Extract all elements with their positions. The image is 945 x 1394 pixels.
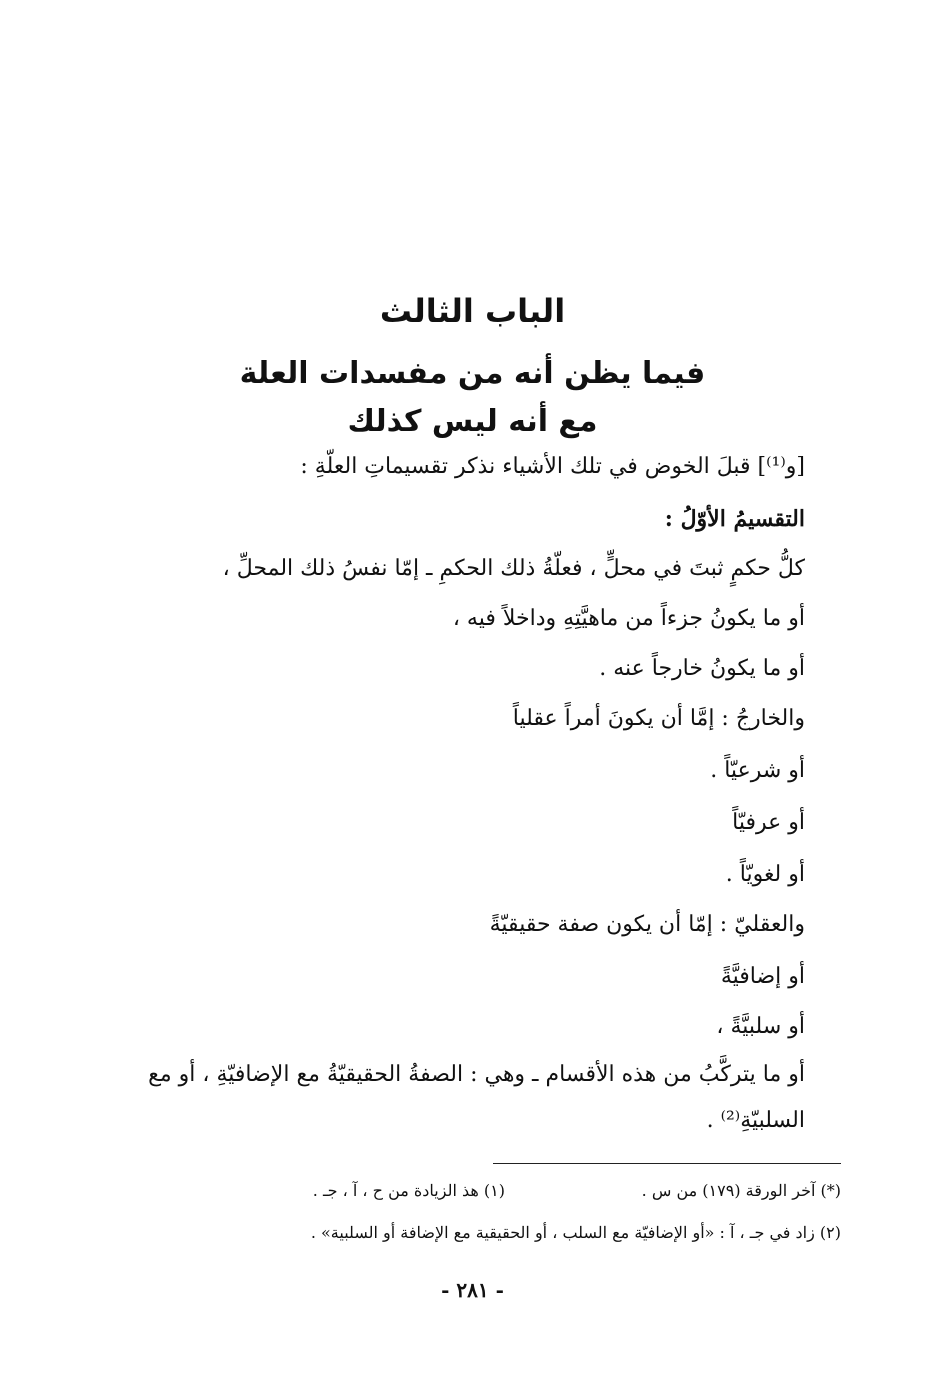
footnote-1: (١) هذ الزيادة من ح ، آ ، جـ . xyxy=(312,1181,505,1200)
footnote-2: (٢) زاد في جـ ، آ : «أو الإضافيّة مع السلب ، أو الحقيقية مع الإضافة أو السلبية» . xyxy=(310,1223,841,1242)
chapter-subtitle-line-1: فيما يظن أنه من مفسدات العلة xyxy=(239,356,706,391)
text-line-10: أو سلبيَّةً ، xyxy=(716,1014,805,1039)
chapter-subtitle-line-2: مع أنه ليس كذلك xyxy=(347,404,598,439)
text-line-6: أو عرفيّاً xyxy=(732,810,805,835)
text-line-5: أو شرعيّاً . xyxy=(710,758,805,783)
text-line-7: أو لغويّاً . xyxy=(725,862,805,887)
page-number: - ٢٨١ - xyxy=(441,1278,504,1302)
text-line-8: والعقليّ : إمّا أن يكون صفة حقيقيّةً xyxy=(489,912,805,937)
text-line-12: السلبيّةِ⁽²⁾ . xyxy=(706,1108,805,1133)
text-line-2: أو ما يكونُ جزءاً من ماهيَّتِهِ وداخلاً فيه ، xyxy=(452,606,805,631)
text-line-11: أو ما يتركَّبُ من هذه الأقسام ـ وهي : الصفةُ الحقيقيّةُ مع الإضافيّةِ ، أو مع xyxy=(148,1062,805,1087)
text-line-3: أو ما يكونُ خارجاً عنه . xyxy=(599,656,805,681)
footnote-star: (*) آخر الورقة (١٧٩) من س . xyxy=(641,1181,841,1200)
text-line-4: والخارجُ : إمَّا أن يكونَ أمراً عقلياً xyxy=(512,706,805,731)
first-division-heading: التقسيمُ الأوّلُ : xyxy=(664,506,805,532)
chapter-title: الباب الثالث xyxy=(379,292,566,330)
intro-paragraph: [و⁽¹⁾] قبلَ الخوض في تلك الأشياء نذكر تقسيماتِ العلّةِ : xyxy=(300,454,805,479)
text-line-9: أو إضافيَّةً xyxy=(720,964,805,989)
text-line-1: كلُّ حكمٍ ثبتَ في محلٍّ ، فعلّةُ ذلك الحكمِ ـ إمّا نفسُ ذلك المحلِّ ، xyxy=(222,556,805,581)
footnote-divider xyxy=(493,1163,841,1164)
